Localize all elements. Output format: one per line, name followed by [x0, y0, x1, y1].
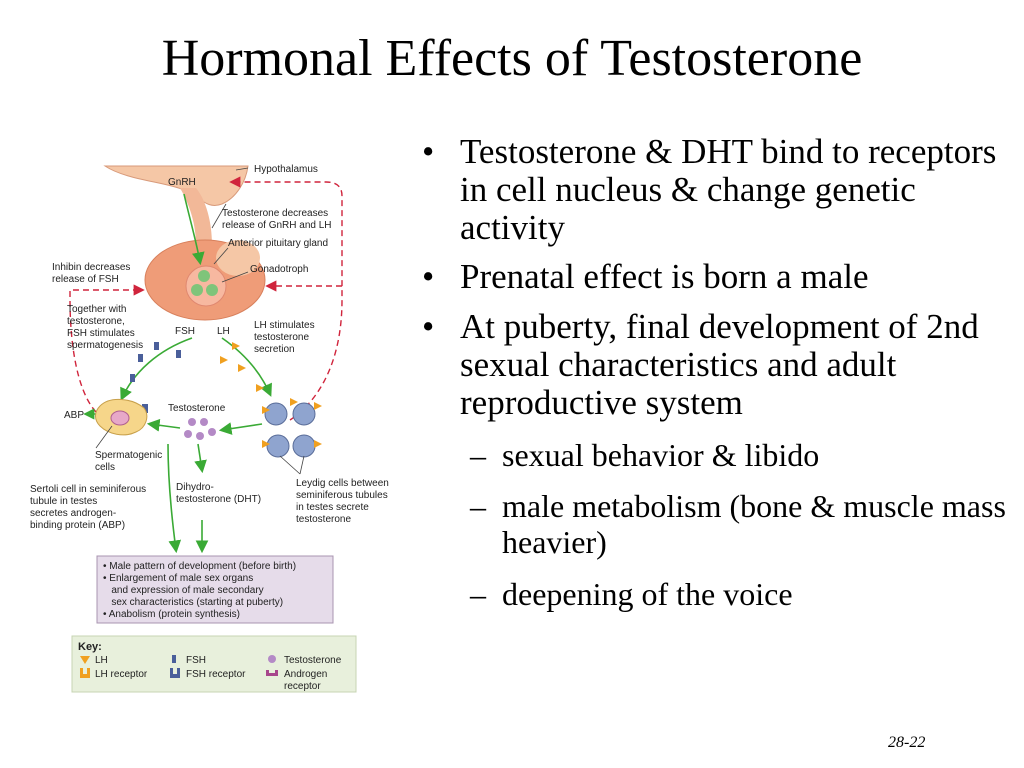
- testosterone-arrow: [150, 424, 180, 428]
- label-abp: ABP: [64, 410, 85, 421]
- bullet-item: [422, 258, 1022, 296]
- sertoli-nucleus: [111, 411, 129, 425]
- label-testosterone: Testosterone: [168, 403, 226, 414]
- sub-bullet-text: deepening of the voice: [502, 576, 793, 613]
- fsh-marker-icon: [154, 342, 159, 350]
- testosterone-arrow: [222, 424, 262, 430]
- dht-arrow: [198, 444, 202, 470]
- key-testosterone: Testosterone: [284, 655, 342, 666]
- key-androgen-2: receptor: [284, 681, 321, 692]
- bullet-text: Testosterone & DHT bind to receptors in cell nucleus & change genetic activity: [460, 132, 997, 247]
- label-together-1: Together with: [67, 304, 127, 315]
- label-fsh: FSH: [175, 326, 195, 337]
- lh-marker-icon: [220, 356, 228, 364]
- effect-line: • Male pattern of development (before birth): [103, 561, 297, 572]
- bullet-item: [422, 308, 1022, 421]
- page-number: 28-22: [888, 734, 926, 751]
- leydig-cells: [262, 398, 322, 457]
- sub-bullet-item: [422, 489, 1022, 561]
- dash-icon: –: [470, 436, 486, 473]
- label-spermatogenic-1: Spermatogenic: [95, 450, 163, 461]
- label-leydig-2: seminiferous tubules: [296, 490, 388, 501]
- label-lh: LH: [217, 326, 230, 337]
- label-leydig-3: in testes secrete: [296, 502, 369, 513]
- granule: [206, 284, 218, 296]
- sub-bullet-item: [422, 438, 1022, 474]
- key-fsh: FSH: [186, 655, 206, 666]
- key-fsh-receptor: FSH receptor: [186, 669, 246, 680]
- label-dht-2: testosterone (DHT): [176, 494, 262, 505]
- granule: [191, 284, 203, 296]
- label-spermatogenic-2: cells: [95, 462, 116, 473]
- key-androgen-1: Androgen: [284, 669, 328, 680]
- label-sertoli-4: binding protein (ABP): [30, 520, 126, 531]
- bullet-dot-icon: •: [422, 257, 435, 297]
- label-sertoli-1: Sertoli cell in seminiferous: [30, 484, 147, 495]
- key-lh: LH: [95, 655, 108, 666]
- label-leydig-4: testosterone: [296, 514, 352, 525]
- sub-bullet-text: sexual behavior & libido: [502, 436, 820, 473]
- label-together-2: testosterone,: [67, 316, 125, 327]
- label-leydig-1: Leydig cells between: [296, 478, 389, 489]
- fsh-marker-icon: [138, 354, 143, 362]
- effect-line: • Anabolism (protein synthesis): [103, 609, 240, 620]
- effect-line: and expression of male secondary: [103, 585, 264, 596]
- label-anterior-pituitary: Anterior pituitary gland: [228, 238, 329, 249]
- slide-title: Hormonal Effects of Testosterone: [161, 30, 863, 87]
- dash-icon: –: [470, 488, 486, 525]
- key-heading: Key:: [78, 641, 102, 653]
- fsh-marker-icon: [176, 350, 181, 358]
- label-testo-dec-2: release of GnRH and LH: [222, 220, 332, 231]
- sub-bullet-text: male metabolism (bone & muscle mass heavier): [502, 488, 1006, 561]
- fsh-key-icon: [172, 655, 176, 663]
- hormone-diagram: [0, 0, 420, 700]
- label-sertoli-3: secretes androgen-: [30, 508, 117, 519]
- sub-bullet-item: [422, 577, 1022, 613]
- effects-arrow: [168, 444, 176, 550]
- label-dht-1: Dihydro-: [176, 482, 214, 493]
- label-inhibin-2: release of FSH: [52, 274, 119, 285]
- fsh-marker-icon: [130, 374, 135, 382]
- key-lh-receptor: LH receptor: [95, 669, 148, 680]
- bullet-text: Prenatal effect is born a male: [460, 257, 869, 297]
- bullet-text: At puberty, final development of 2nd sexual characteristics and adult reproductive system: [460, 307, 979, 422]
- bullet-item: [422, 133, 1022, 246]
- testosterone-molecules: [184, 418, 216, 440]
- dash-icon: –: [470, 576, 486, 613]
- label-lh-stim-1: LH stimulates: [254, 320, 315, 331]
- effect-line: sex characteristics (starting at puberty): [103, 597, 284, 608]
- label-lh-stim-3: secretion: [254, 344, 295, 355]
- label-lh-stim-2: testosterone: [254, 332, 310, 343]
- label-inhibin-1: Inhibin decreases: [52, 262, 131, 273]
- label-together-3: FSH stimulates: [67, 328, 135, 339]
- label-testo-dec-1: Testosterone decreases: [222, 208, 329, 219]
- label-together-4: spermatogenesis: [67, 340, 144, 351]
- lh-marker-icon: [238, 364, 246, 372]
- label-hypothalamus: Hypothalamus: [254, 164, 318, 175]
- label-gonadotroph: Gonadotroph: [250, 264, 309, 275]
- testosterone-key-icon: [268, 655, 276, 663]
- label-sertoli-2: tubule in testes: [30, 496, 98, 507]
- bullet-list: [422, 133, 1022, 613]
- granule: [198, 270, 210, 282]
- effect-line: • Enlargement of male sex organs: [103, 573, 254, 584]
- bullet-dot-icon: •: [422, 307, 435, 347]
- label-gnrh: GnRH: [168, 177, 196, 188]
- bullet-dot-icon: •: [422, 132, 435, 171]
- lh-marker-icon: [256, 384, 264, 392]
